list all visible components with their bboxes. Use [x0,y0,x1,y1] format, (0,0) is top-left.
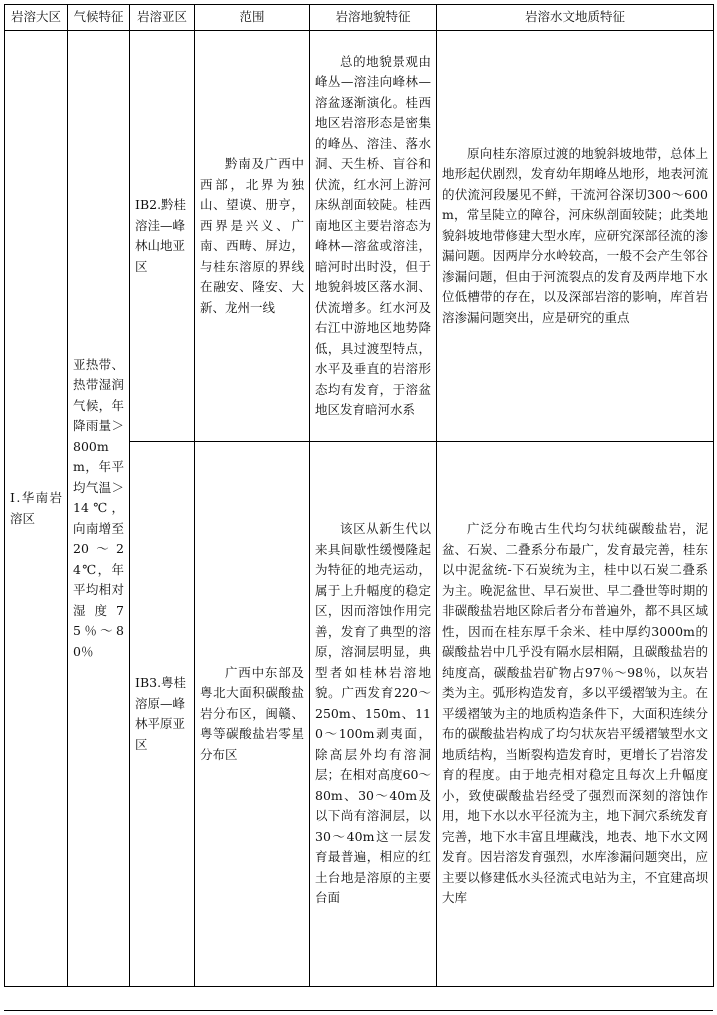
landform-text: 总的地貌景观由峰丛—溶洼向峰林—溶盆逐渐演化。桂西地区岩溶形态是密集的峰丛、溶洼、落水洞、天生桥、盲谷和伏流，红水河上游河床纵剖面较陡。桂西南地区主要岩溶态为峰林—溶盆或溶洼，暗河时出时没，但于地貌斜坡区落水洞、伏流增多。红水河及右江中游地区地势降低，具过渡型特点，水平及垂直的岩溶形态均有发育，于溶盆地区发育暗河水系 [315,53,431,417]
subregion-name: ⅠB3.粤桂溶原—峰林平原亚区 [135,675,187,752]
hydro-text: 广泛分布晚古生代均匀状纯碳酸盐岩，泥盆、石炭、二叠系分布最广，发育最完善，桂东以中泥盆统-下石炭统为主，桂中以石炭二叠系为主。晚泥盆世、早石炭世、早二叠世等时期的非碳酸盐岩地区除后者分布普遍外，都不具区域性，因而在桂东厚千余米、桂中厚约3000m的碳酸盐岩中几乎没有隔水层相隔，且碳酸盐岩的纯度高，碳酸盐岩矿物占97％～98％，以灰岩类为主。弧形构造发育，多以平缓褶皱为主。在平缓褶皱为主的地质构造条件下，大面积连续分布的碳酸盐岩构成了均匀状灰岩平缓褶皱型水文地质结构，当断裂构造发育时，更增长了岩溶发育的程度。由于地壳相对稳定且每次上升幅度小，致使碳酸盐岩经受了强烈而深刻的溶蚀作用，地下水以水平径流为主，地下洞穴系统发育完善，地下水丰富且埋藏浅，地表、地下水文网发育。因岩溶发育强烈，水库渗漏问题突出，应主要以修建低水头径流式电站为主，不宜建高坝大库 [442,521,708,906]
subregion-cell [130,442,195,987]
region-name: Ⅰ.华南岩溶区 [10,490,62,526]
climate-text: 亚热带、热带湿润气候，年降雨量＞800mm，年平均气温＞14℃，向南增至20～24℃，年平均相对湿度75％～80％ [73,356,124,659]
table-header-row [5,5,714,31]
header-hydrogeology: 岩溶水文地质特征 [437,5,714,31]
subregion-cell [130,31,195,442]
landform-cell [310,31,437,442]
landform-cell [310,442,437,987]
hydro-text: 原向桂东溶原过渡的地貌斜坡地带，总体上地形起伏剧烈，发育幼年期峰丛地形，地表河流的伏流河段屡见不鲜，干流河谷深切300～600m，常呈陡立的障谷，河床纵剖面较陡；此类地貌斜坡地带修建大型水库，应研究深部径流的渗漏问题。因两岸分水岭较高，一般不会产生邻谷渗漏问题，但由于河流裂点的发育及两岸地下水位低槽带的存在，以及深部岩溶的影响，库首岩溶渗漏问题突出，应是研究的重点 [442,145,708,325]
scope-text: 广西中东部及粤北大面积碳酸盐岩分布区，闽赣、粤等碳酸盐岩零星分布区 [200,664,304,762]
scope-cell [195,31,310,442]
header-karst-subregion: 岩溶亚区 [130,5,195,31]
landform-text: 该区从新生代以来具间歇性缓慢隆起为特征的地壳运动，属于上升幅度的稳定区，因而溶蚀作用完善，发育了典型的溶原，溶洞层明显，典型者如桂林岩溶地貌。广西发育220～250m、150m、110～100m剥夷面，除高层外均有溶洞层；在相对高度60～80m、30～40m及以下尚有溶洞层，以30～40m这一层发育最普遍，相应的红土台地是溶原的主要台面 [315,521,431,906]
scope-text: 黔南及广西中西部，北界为独山、望谟、册亨，西界是兴义、广南、西畴、屏边，与桂东溶原的界线在融安、隆安、大新、龙州一线 [200,156,304,315]
scope-cell [195,442,310,987]
karst-region-table [4,4,714,987]
climate-cell [68,31,130,987]
header-climate: 气候特征 [68,5,130,31]
hydro-cell [437,442,714,987]
header-karst-region: 岩溶大区 [5,5,68,31]
table-row [5,31,714,442]
hydro-cell [437,31,714,442]
table-bottom-rule [4,1010,713,1011]
header-scope: 范围 [195,5,310,31]
region-cell [5,31,68,987]
subregion-name: ⅠB2.黔桂溶洼—峰林山地亚区 [135,197,187,274]
header-landform: 岩溶地貌特征 [310,5,437,31]
